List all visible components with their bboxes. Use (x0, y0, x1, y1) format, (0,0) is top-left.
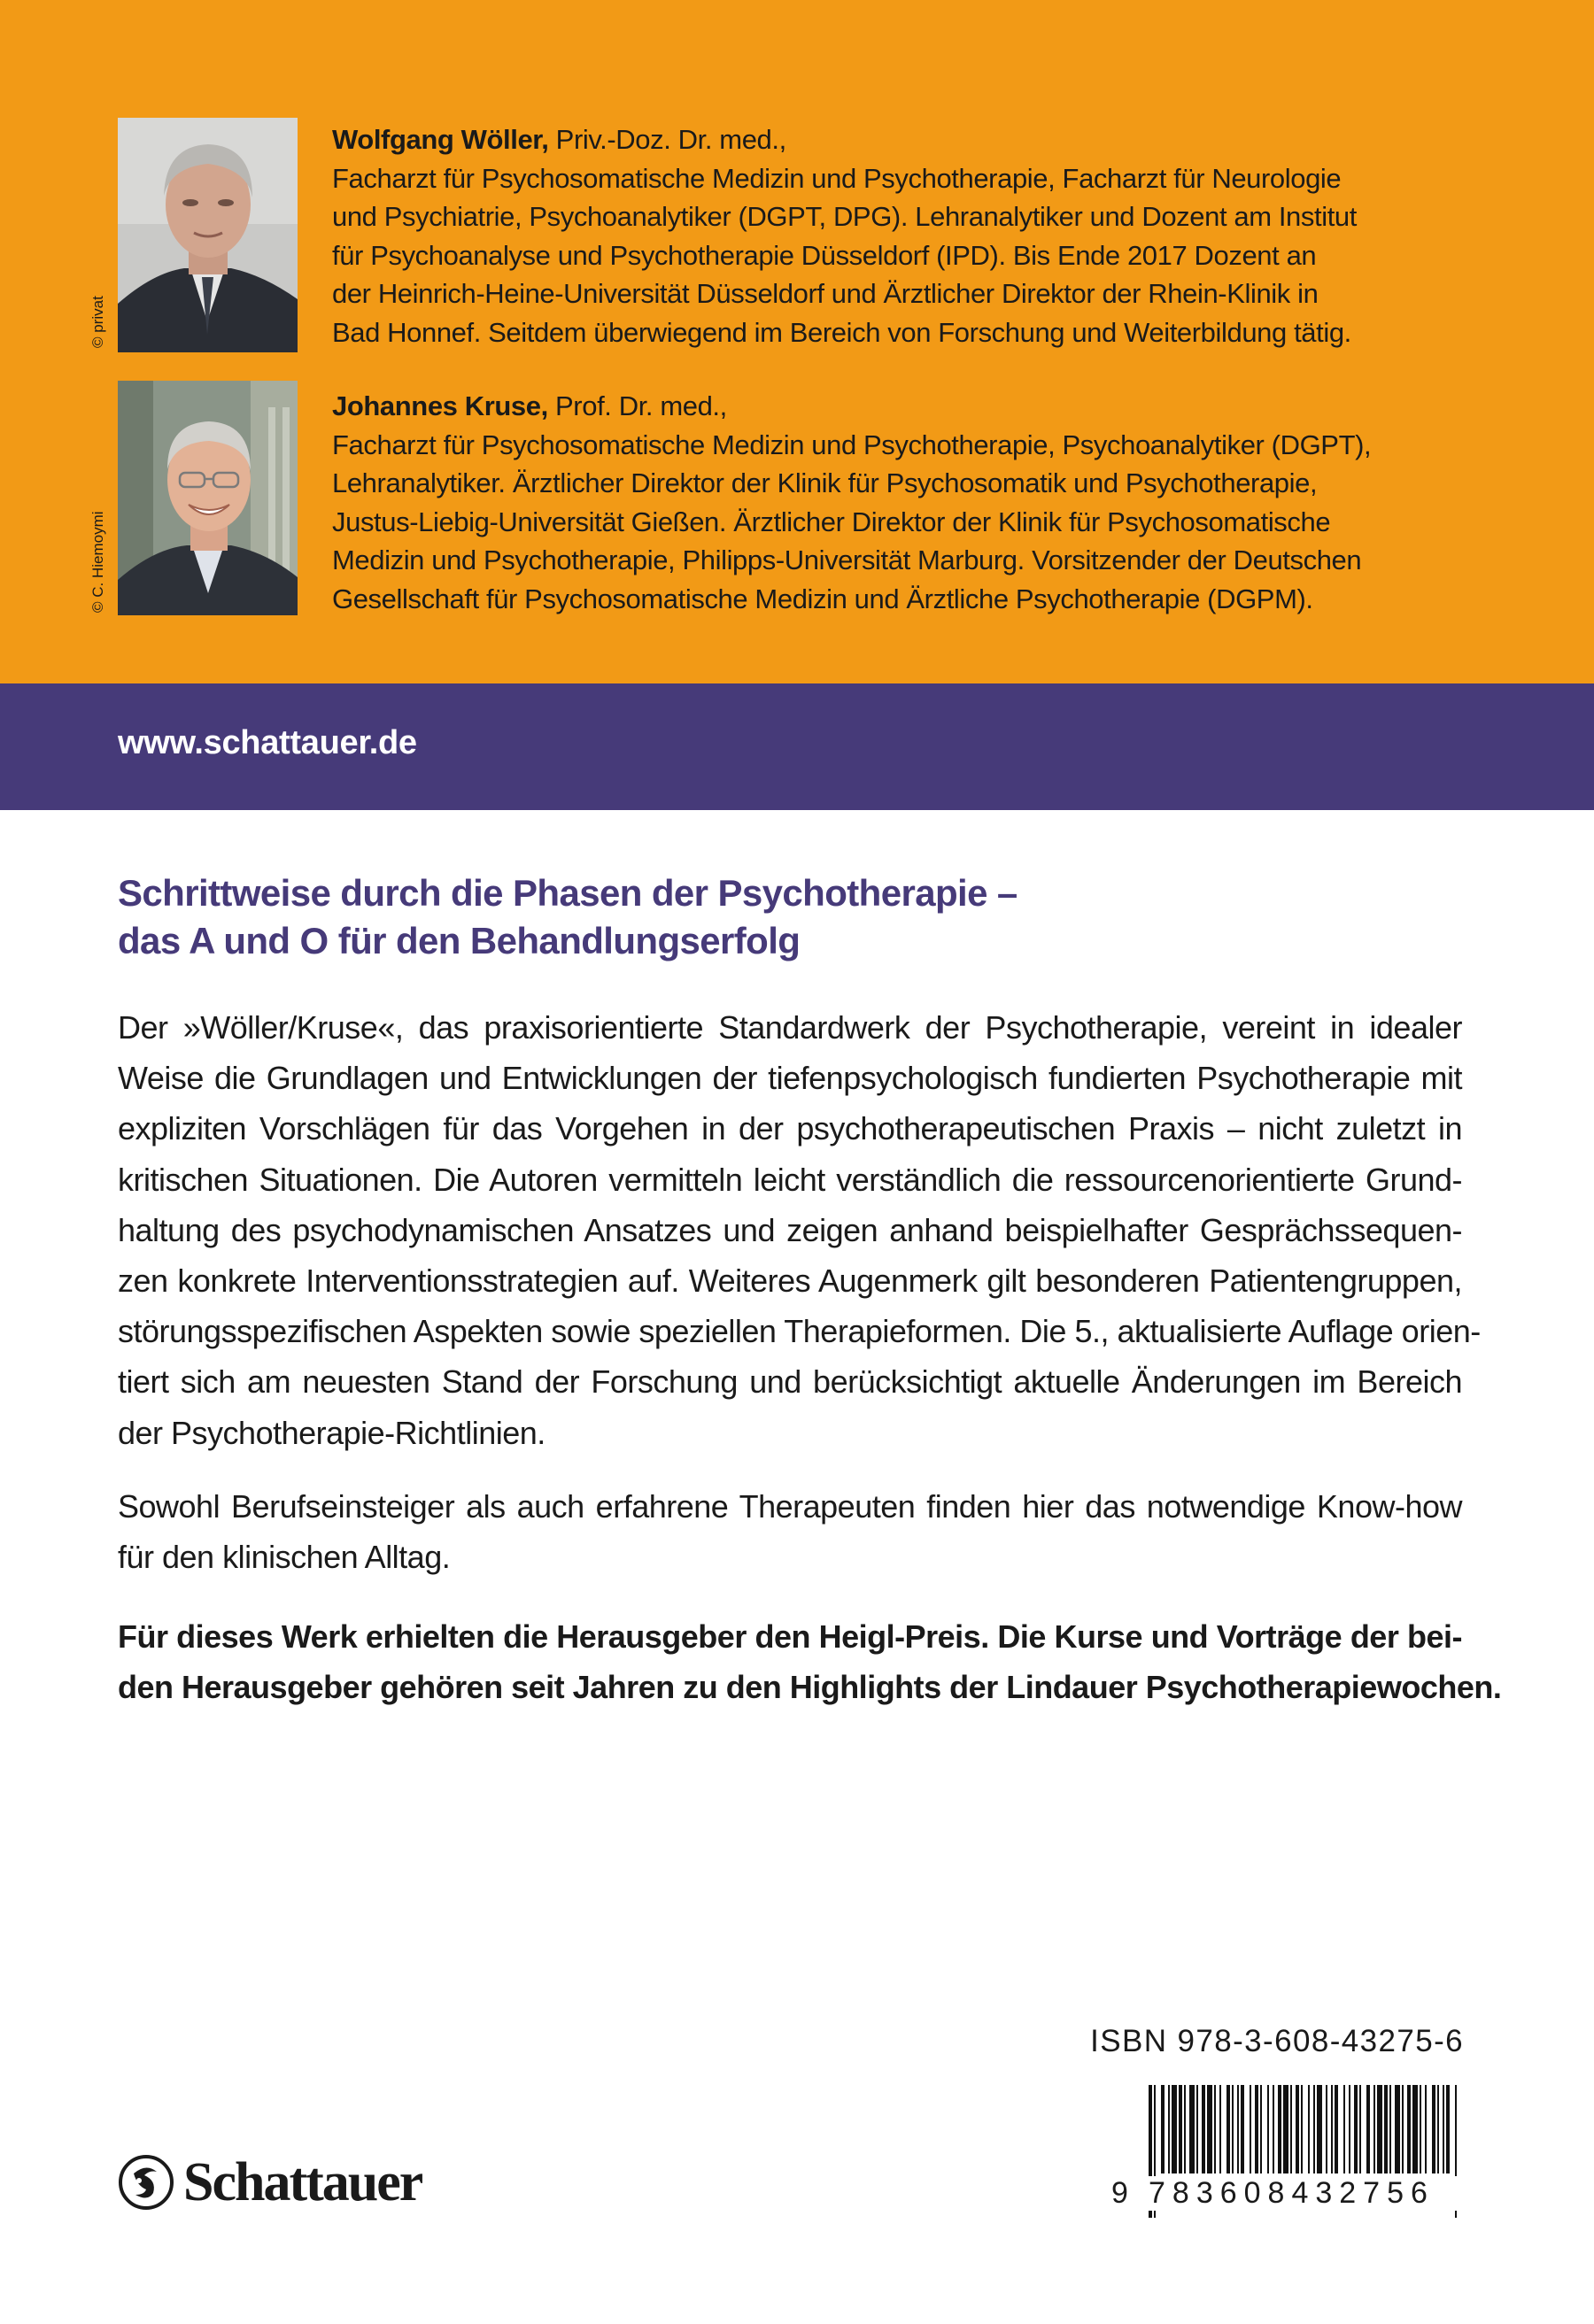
barcode-bar (1349, 2085, 1350, 2173)
author-bio-kruse (332, 387, 1372, 619)
barcode-bar (1420, 2085, 1421, 2173)
portrait-image (118, 118, 298, 352)
barcode-bar (1432, 2085, 1435, 2173)
text-line: Sowohl Berufseinsteiger als auch erfahrene Therapeuten finden hier das notwendige Know-how (118, 1488, 1462, 1525)
barcode-bar (1237, 2085, 1239, 2173)
barcode-bar (1446, 2085, 1450, 2173)
barcode-bar (1354, 2085, 1358, 2173)
text-line: tiert sich am neuesten Stand der Forschung und berücksichtigt aktuelle Änderungen im Bereich (118, 1363, 1462, 1401)
award-paragraph (118, 1611, 1502, 1712)
barcode-bar (1161, 2085, 1165, 2173)
barcode-bar (1196, 2085, 1198, 2173)
bio-line: Lehranalytiker. Ärztlicher Direktor der Klinik für Psychosomatik und Psychotherapie, (332, 467, 1318, 499)
author-name: Johannes Kruse, (332, 390, 548, 421)
barcode-bar (1412, 2085, 1418, 2173)
bio-line: Gesellschaft für Psychosomatische Medizin und Ärztliche Psychotherapie (DGPM). (332, 583, 1313, 614)
barcode-first-digit: 9 (1111, 2176, 1132, 2211)
portrait-image (118, 381, 298, 615)
barcode-bar (1250, 2085, 1251, 2173)
bio-line: und Psychiatrie, Psychoanalytiker (DGPT, DPG). Lehranalytiker und Dozent am Institut (332, 201, 1357, 233)
publisher-name: Schattauer (183, 2151, 422, 2212)
barcode-bar (1184, 2085, 1186, 2173)
barcode-bar (1189, 2085, 1195, 2173)
text-line: expliziten Vorschlägen für das Vorgehen in der psychotherapeutischen Praxis – nicht zuletzt in (118, 1110, 1462, 1147)
barcode-bar (1296, 2085, 1299, 2173)
text-line: Der »Wöller/Kruse«, das praxisorientierte Standardwerk der Psychotherapie, vereint in idealer (118, 1009, 1462, 1046)
barcode-bar (1241, 2085, 1244, 2173)
barcode-digits (1111, 2171, 1464, 2212)
text-line: Für dieses Werk erhielten die Herausgeber den Heigl-Preis. Die Kurse und Vorträge der bei- (118, 1618, 1462, 1655)
barcode-bar (1168, 2085, 1170, 2173)
bio-line: Justus-Liebig-Universität Gießen. Ärztlicher Direktor der Klinik für Psychosomatische (332, 506, 1331, 537)
author-photo-woeller (118, 118, 298, 352)
barcode-bar (1389, 2085, 1391, 2173)
text-line: den Herausgeber gehören seit Jahren zu den Highlights der Lindauer Psychotherapiewochen. (118, 1669, 1502, 1706)
barcode-bar (1255, 2085, 1258, 2173)
author-section (0, 0, 1594, 683)
website-band (0, 683, 1594, 810)
tagline-line: Schrittweise durch die Phasen der Psychotherapie – (118, 872, 1018, 914)
photo-credit: © C. Hiemoymi (89, 511, 106, 613)
barcode-bar (1202, 2085, 1205, 2173)
barcode-bar (1232, 2085, 1234, 2173)
barcode-bar (1267, 2085, 1269, 2173)
barcode-bar (1377, 2085, 1382, 2173)
barcode-bar (1317, 2085, 1322, 2173)
barcode-bar (1407, 2085, 1411, 2173)
publisher-logo (118, 2151, 422, 2213)
barcode-bar (1331, 2085, 1333, 2173)
barcode-bar (1290, 2085, 1292, 2173)
bio-line: Medizin und Psychotherapie, Philipps-Universität Marburg. Vorsitzender der Deutschen (332, 544, 1362, 576)
isbn-label: ISBN 978-3-608-43275-6 (1090, 2024, 1464, 2058)
audience-paragraph (118, 1481, 1462, 1582)
barcode-bar (1443, 2085, 1444, 2173)
tagline-heading (118, 869, 1446, 965)
bio-line: Facharzt für Psychosomatische Medizin und Psychotherapie, Psychoanalytiker (DGPT), (332, 429, 1372, 460)
barcode-bar (1384, 2085, 1388, 2173)
text-line: kritischen Situationen. Die Autoren vermitteln leicht verständlich die ressourcenorientierte Grund- (118, 1161, 1462, 1198)
text-line: zen konkrete Interventionsstrategien auf. Weiteres Augenmerk gilt besonderen Patientengruppen, (118, 1262, 1462, 1300)
barcode-bar (1308, 2085, 1310, 2173)
barcode-bar (1278, 2085, 1281, 2173)
photo-credit: © privat (89, 296, 106, 348)
barcode-bar (1437, 2085, 1439, 2173)
author-name: Wolfgang Wöller, (332, 124, 549, 155)
text-line: für den klinischen Alltag. (118, 1539, 451, 1576)
barcode-bar (1402, 2085, 1404, 2173)
publisher-emblem-icon (118, 2154, 174, 2211)
barcode-bar (1395, 2085, 1400, 2173)
barcode-bar (1425, 2085, 1427, 2173)
barcode-number: 783608432756 (1149, 2176, 1464, 2211)
barcode-bar (1207, 2085, 1212, 2173)
barcode-bar (1179, 2085, 1182, 2173)
barcode-bar (1283, 2085, 1288, 2173)
text-line: der Psychotherapie-Richtlinien. (118, 1414, 546, 1451)
text-line: störungsspezifischen Aspekten sowie speziellen Therapieformen. Die 5., aktualisierte Auflage orien- (118, 1313, 1481, 1350)
barcode-bar (1313, 2085, 1315, 2173)
bio-line: Facharzt für Psychosomatische Medizin und Psychotherapie, Facharzt für Neurologie (332, 162, 1342, 194)
barcode-bar (1273, 2085, 1274, 2173)
barcode-bar (1373, 2085, 1375, 2173)
bio-line: der Heinrich-Heine-Universität Düsseldorf und Ärztlicher Direktor der Rhein-Klinik in (332, 278, 1319, 310)
tagline-line: das A und O für den Behandlungserfolg (118, 920, 801, 961)
barcode-bar (1359, 2085, 1361, 2173)
barcode-bar (1260, 2085, 1262, 2173)
author-title: Priv.-Doz. Dr. med., (548, 124, 786, 155)
bio-line: für Psychoanalyse und Psychotherapie Düsseldorf (IPD). Bis Ende 2017 Dozent an (332, 239, 1317, 271)
author-bio-woeller (332, 120, 1357, 352)
barcode-bar (1335, 2085, 1338, 2173)
barcode-bar (1172, 2085, 1177, 2173)
barcode-bar (1343, 2085, 1345, 2173)
text-line: Weise die Grundlagen und Entwicklungen der tiefenpsychologisch fundierten Psychotherapie mit (118, 1060, 1462, 1097)
barcode-bar (1366, 2085, 1370, 2173)
text-line: haltung des psychodynamischen Ansatzes und zeigen anhand beispielhafter Gesprächssequen- (118, 1211, 1462, 1248)
barcode-bar (1226, 2085, 1230, 2173)
barcode-bar (1219, 2085, 1221, 2173)
author-title: Prof. Dr. med., (547, 390, 727, 421)
author-photo-kruse (118, 381, 298, 615)
barcode-bar (1214, 2085, 1216, 2173)
barcode-bar (1326, 2085, 1327, 2173)
description-paragraph (118, 1002, 1481, 1458)
bio-line: Bad Honnef. Seitdem überwiegend im Bereich von Forschung und Weiterbildung tätig. (332, 316, 1351, 348)
website-link[interactable]: www.schattauer.de (118, 724, 417, 761)
barcode-bar (1301, 2085, 1303, 2173)
